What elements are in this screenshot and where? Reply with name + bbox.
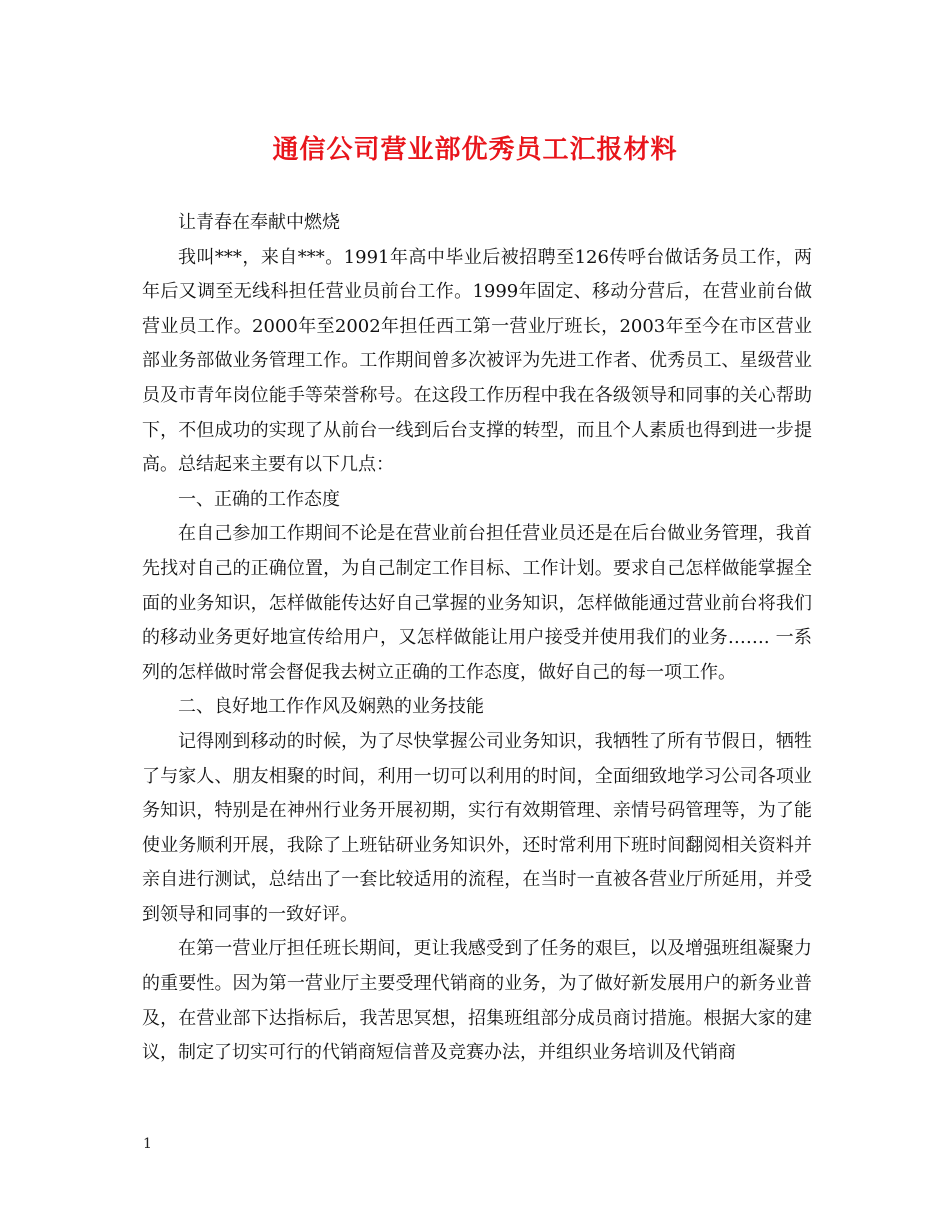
intro-paragraph: 我叫***，来自***。1991年高中毕业后被招聘至126传呼台做话务员工作，两年后又调至无线科担任营业员前台工作。1999年固定、移动分营后，在营业前台做营业员工作。2000年至2002年担任西工第一营业厅班长，2003年至今在市区营业部业务部做业务管理工作。工作期间曾多次被评为先进工作者、优秀员工、星级营业员及市青年岗位能手等荣誉称号。在这段工作历程中我在各级领导和同事的关心帮助下，不但成功的实现了从前台一线到后台支撑的转型，而且个人素质也得到进一步提高。总结起来主要有以下几点：: [142, 246, 812, 476]
section-heading-2: 二、良好地工作作风及娴熟的业务技能: [178, 696, 484, 718]
section-2-paragraph-1: 记得刚到移动的时候，为了尽快掌握公司业务知识，我牺牲了所有节假日，牺牲了与家人、朋友相聚的时间，利用一切可以利用的时间，全面细致地学习公司各项业务知识，特别是在神州行业务开展初期，实行有效期管理、亲情号码管理等，为了能使业务顺利开展，我除了上班钻研业务知识外，还时常利用下班时间翻阅相关资料并亲自进行测试，总结出了一套比较适用的流程，在当时一直被各营业厅所延用，并受到领导和同事的一致好评。: [142, 730, 812, 925]
section-1-paragraph: 在自己参加工作期间不论是在营业前台担任营业员还是在后台做业务管理，我首先找对自己的正确位置，为自己制定工作目标、工作计划。要求自己怎样做能掌握全面的业务知识，怎样做能传达好自己掌握的业务知识，怎样做能通过营业前台将我们的移动业务更好地宣传给用户，又怎样做能让用户接受并使用我们的业务……. 一系列的怎样做时常会督促我去树立正确的工作态度，做好自己的每一项工作。: [142, 523, 812, 683]
subtitle-paragraph: 让青春在奉献中燃烧: [178, 212, 340, 233]
section-heading-1: 一、正确的工作态度: [178, 488, 340, 510]
document-body: [142, 206, 812, 1071]
document-title: 通信公司营业部优秀员工汇报材料: [272, 135, 678, 165]
section-2-paragraph-2: 在第一营业厅担任班长期间，更让我感受到了任务的艰巨，以及增强班组凝聚力的重要性。因为第一营业厅主要受理代销商的业务，为了做好新发展用户的新务业普及，在营业部下达指标后，我苦思冥想，招集班组部分成员商讨措施。根据大家的建议，制定了切实可行的代销商短信普及竞赛办法，并组织业务培训及代销商: [142, 938, 812, 1064]
page-number: 1: [143, 1136, 152, 1152]
